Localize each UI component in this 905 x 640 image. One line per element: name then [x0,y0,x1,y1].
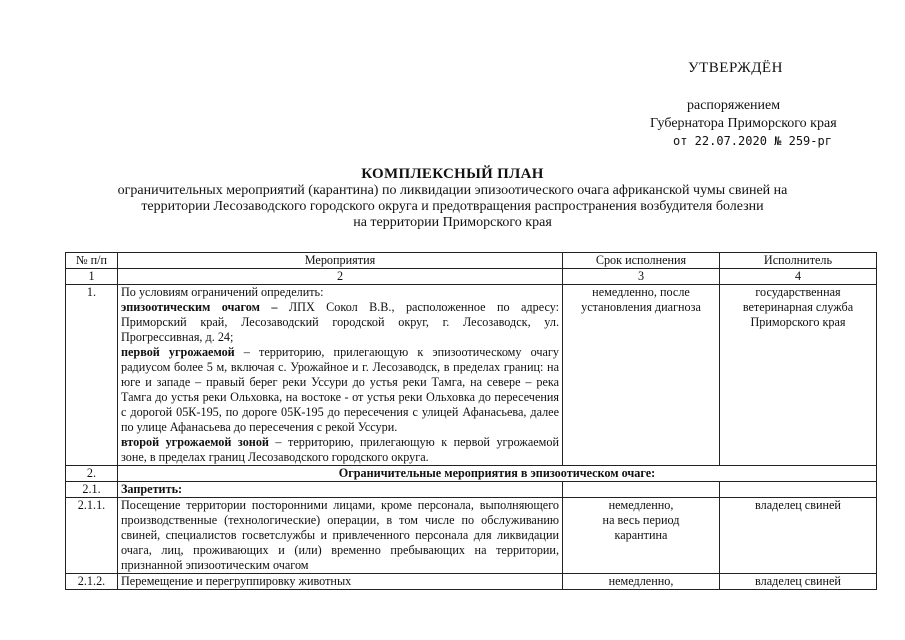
col-number-4: 4 [720,269,877,285]
approval-governor: Губернатора Приморского края [650,116,837,131]
table-row [66,574,877,590]
document-subtitle-line-3: на территории Приморского края [353,215,552,230]
deadline-line-1: немедленно, [608,498,674,512]
col-number-2: 2 [118,269,563,285]
approval-by-order: распоряжением [687,98,781,113]
row1-term1-text: ЛПХ Сокол В.В., расположенное по адресу: Приморский край, Лесозаводский городской округ, г. Лесозаводск, ул. Прогрессивная, д. 24; [121,300,560,344]
row-number: 2.1.2. [66,574,118,590]
row1-term3-text: – территорию, прилегающую к первой угрожаемой зоне, в пределах границ Лесозаводского городского округа. [121,435,559,464]
approval-order-number: от 22.07.2020 № 259-рг [673,134,832,148]
table-row [66,285,877,466]
row-deadline: немедленно, [563,574,720,590]
section-row [66,466,877,482]
row1-term2: первой угрожаемой [121,345,235,359]
row-deadline [563,482,720,498]
section-title [118,466,877,482]
plan-table [65,252,877,590]
row-deadline: немедленно, после установления диагноза [563,285,720,466]
row-number: 2.1. [66,482,118,498]
document-subtitle-line-1: ограничительных мероприятий (карантина) по ликвидации эпизоотического очага африканской чумы свиней на [117,183,788,198]
row1-term3: второй угрожаемой зоной [121,435,269,449]
table-row [66,498,877,574]
row-measure: Перемещение и перегруппировку животных [118,574,563,590]
row1-term1: эпизоотическим очагом – [121,300,278,314]
document-subtitle-line-2: территории Лесозаводского городского округа и предотвращения распространения возбудителя болезни [141,199,764,214]
header-executor: Исполнитель [720,253,877,269]
row-number: 1. [66,285,118,466]
column-number-row [66,269,877,285]
row-number: 2.1.1. [66,498,118,574]
subsection-title-text: Запретить: [121,482,183,496]
row-executor [720,482,877,498]
header-deadline: Срок исполнения [563,253,720,269]
header-number: № п/п [66,253,118,269]
row-measure [118,285,563,466]
approval-title: УТВЕРЖДЁН [688,60,783,76]
row-deadline [563,498,720,574]
table-header-row [66,253,877,269]
row-executor: владелец свиней [720,574,877,590]
row1-intro: По условиям ограничений определить: [121,285,324,299]
row-executor: владелец свиней [720,498,877,574]
row-executor: государственная ветеринарная служба Приморского края [720,285,877,466]
document-title-block [0,166,905,231]
section-title-text: Ограничительные мероприятия в эпизоотическом очаге: [338,466,656,480]
row-number: 2. [66,466,118,482]
col-number-1: 1 [66,269,118,285]
header-measures: Мероприятия [118,253,563,269]
document-title: КОМПЛЕКСНЫЙ ПЛАН [361,166,544,182]
row-measure: Посещение территории посторонними лицами, кроме персонала, выполняющего производственные (технологические) операции, в том числе по обслуживанию свиней, специалистов госветслужбы и привлеченного персонала для ликвидации очага, лиц, проживающих и (или) временно пребывающих на территории, признанной эпизоотическим очагом [118,498,563,574]
deadline-line-2: на весь период [602,513,680,527]
subsection-row [66,482,877,498]
deadline-line-3: карантина [614,528,668,542]
col-number-3: 3 [563,269,720,285]
row1-term2-text: – территорию, прилегающую к эпизоотическому очагу радиусом более 5 м, включая с. Урожайное и г. Лесозаводск, в пределах границ: на юге и западе – правый берег реки Уссури до устья реки Тамга, на севере – река Тамга до устья реки Ольховка, на востоке - от устья реки Ольховка до пересечения с дорогой 05К-195, по дороге 05К-195 до пересечения с улицей Афанасьева, далее по улице Афанасьева до пересечения с рекой Уссури. [121,345,559,434]
subsection-title [118,482,563,498]
